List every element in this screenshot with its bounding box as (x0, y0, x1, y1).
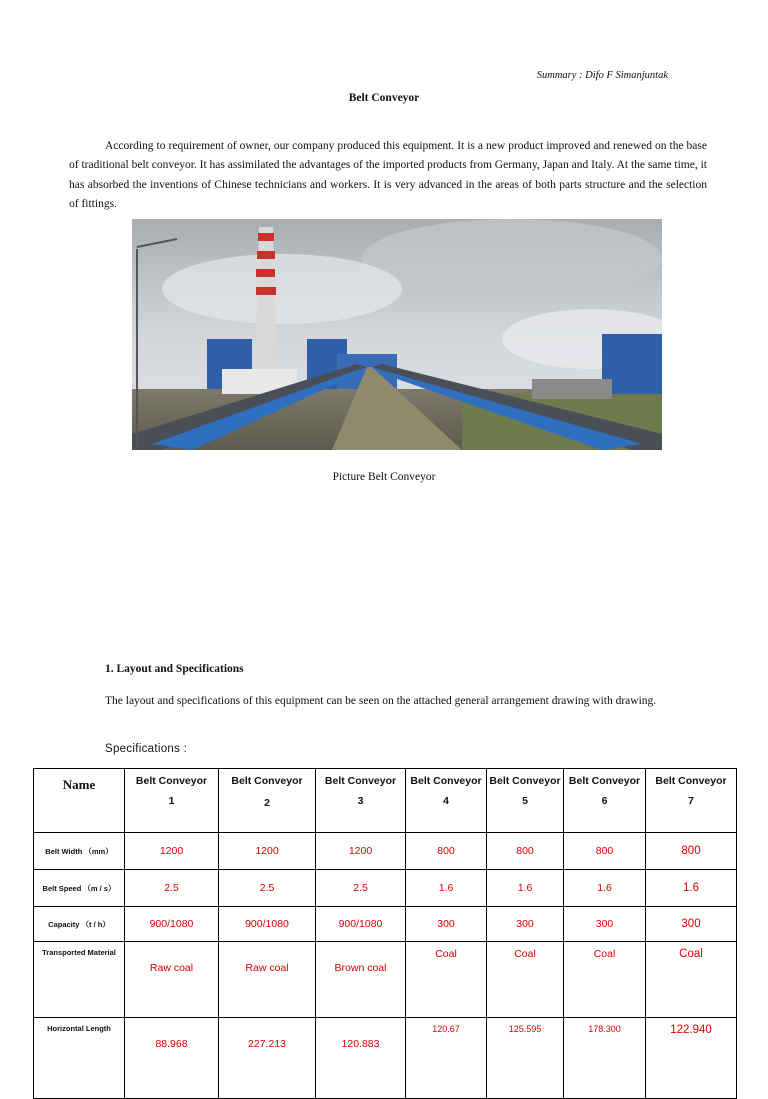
column-title: Belt Conveyor (410, 775, 482, 787)
table-cell: 900/1080 (125, 907, 219, 942)
column-number: 2 (264, 797, 270, 809)
table-cell: 300 (646, 907, 737, 942)
table-cell: Raw coal (125, 942, 219, 1018)
table-cell: 120.67 (406, 1018, 487, 1099)
figure-caption: Picture Belt Conveyor (332, 471, 436, 483)
column-header (646, 769, 737, 833)
column-header (406, 769, 487, 833)
table-cell: 900/1080 (316, 907, 406, 942)
table-row (34, 1018, 737, 1099)
table-cell: 88.968 (125, 1018, 219, 1099)
table-row (34, 870, 737, 907)
table-cell: 300 (406, 907, 487, 942)
table-cell: 800 (646, 833, 737, 870)
column-title: Belt Conveyor (489, 775, 561, 787)
belt-conveyor-photo (132, 219, 662, 450)
table-cell: 1.6 (564, 870, 646, 907)
table-cell: 1200 (219, 833, 316, 870)
table-cell: 2.5 (219, 870, 316, 907)
column-number: 7 (688, 795, 694, 807)
column-number: 6 (601, 795, 608, 807)
table-cell: 800 (406, 833, 487, 870)
column-header (316, 769, 406, 833)
table-cell: Coal (487, 942, 564, 1018)
column-number: 5 (522, 795, 528, 807)
table-cell: 900/1080 (219, 907, 316, 942)
section-text: The layout and specifications of this equipment can be seen on the attached general arrangement drawing with drawing. (105, 695, 657, 707)
table-header-row (34, 769, 737, 833)
table-cell: Coal (406, 942, 487, 1018)
table-cell: 800 (564, 833, 646, 870)
specifications-label: Specifications : (105, 743, 188, 755)
column-header (219, 769, 316, 833)
table-cell: 1.6 (487, 870, 564, 907)
table-cell: Coal (564, 942, 646, 1018)
column-number: 1 (168, 795, 175, 807)
column-title: Belt Conveyor (324, 775, 397, 787)
table-cell: 300 (487, 907, 564, 942)
table-cell: Brown coal (316, 942, 406, 1018)
table-cell: Raw coal (219, 942, 316, 1018)
table-cell: 300 (564, 907, 646, 942)
column-title: Belt Conveyor (231, 775, 303, 787)
table-cell: 1200 (316, 833, 406, 870)
table-cell: 2.5 (125, 870, 219, 907)
row-label: Belt Width （mm） (34, 833, 125, 870)
row-label: Capacity （t / h） (34, 907, 125, 942)
specifications-table (33, 768, 737, 1099)
section-heading: 1. Layout and Specifications (105, 663, 244, 675)
column-title: Belt Conveyor (135, 775, 208, 787)
table-cell: 227.213 (219, 1018, 316, 1099)
table-cell: 1200 (125, 833, 219, 870)
column-number: 4 (443, 795, 449, 807)
table-cell: 1.6 (406, 870, 487, 907)
row-label: Transported Material (34, 942, 125, 1018)
column-header (487, 769, 564, 833)
name-header: Name (34, 769, 125, 833)
table-cell: 125.595 (487, 1018, 564, 1099)
table-cell: 178.300 (564, 1018, 646, 1099)
column-title: Belt Conveyor (568, 775, 641, 787)
table-row (34, 833, 737, 870)
table-cell: Coal (646, 942, 737, 1018)
table-row (34, 942, 737, 1018)
document-title: Belt Conveyor (348, 92, 420, 104)
table-cell: 122.940 (646, 1018, 737, 1099)
table-cell: 2.5 (316, 870, 406, 907)
intro-paragraph: According to requirement of owner, our company produced this equipment. It is a new product improved and renewed on the base of traditional belt conveyor. It has assimilated the advantages of the imported products from Germany, Japan and Italy. At the same time, it has absorbed the inventions of Chinese technicians and workers. It is very advanced in the areas of both parts structure and the selection of fittings. (69, 140, 707, 211)
row-label: Belt Speed （m / s） (34, 870, 125, 907)
row-label: Horizontal Length (34, 1018, 125, 1099)
column-header (564, 769, 646, 833)
column-number: 3 (357, 795, 364, 807)
column-header (125, 769, 219, 833)
table-cell: 1.6 (646, 870, 737, 907)
summary-author: Summary : Difo F Simanjuntak (536, 70, 668, 81)
table-cell: 800 (487, 833, 564, 870)
column-title: Belt Conveyor (655, 775, 727, 787)
table-row (34, 907, 737, 942)
table-cell: 120.883 (316, 1018, 406, 1099)
